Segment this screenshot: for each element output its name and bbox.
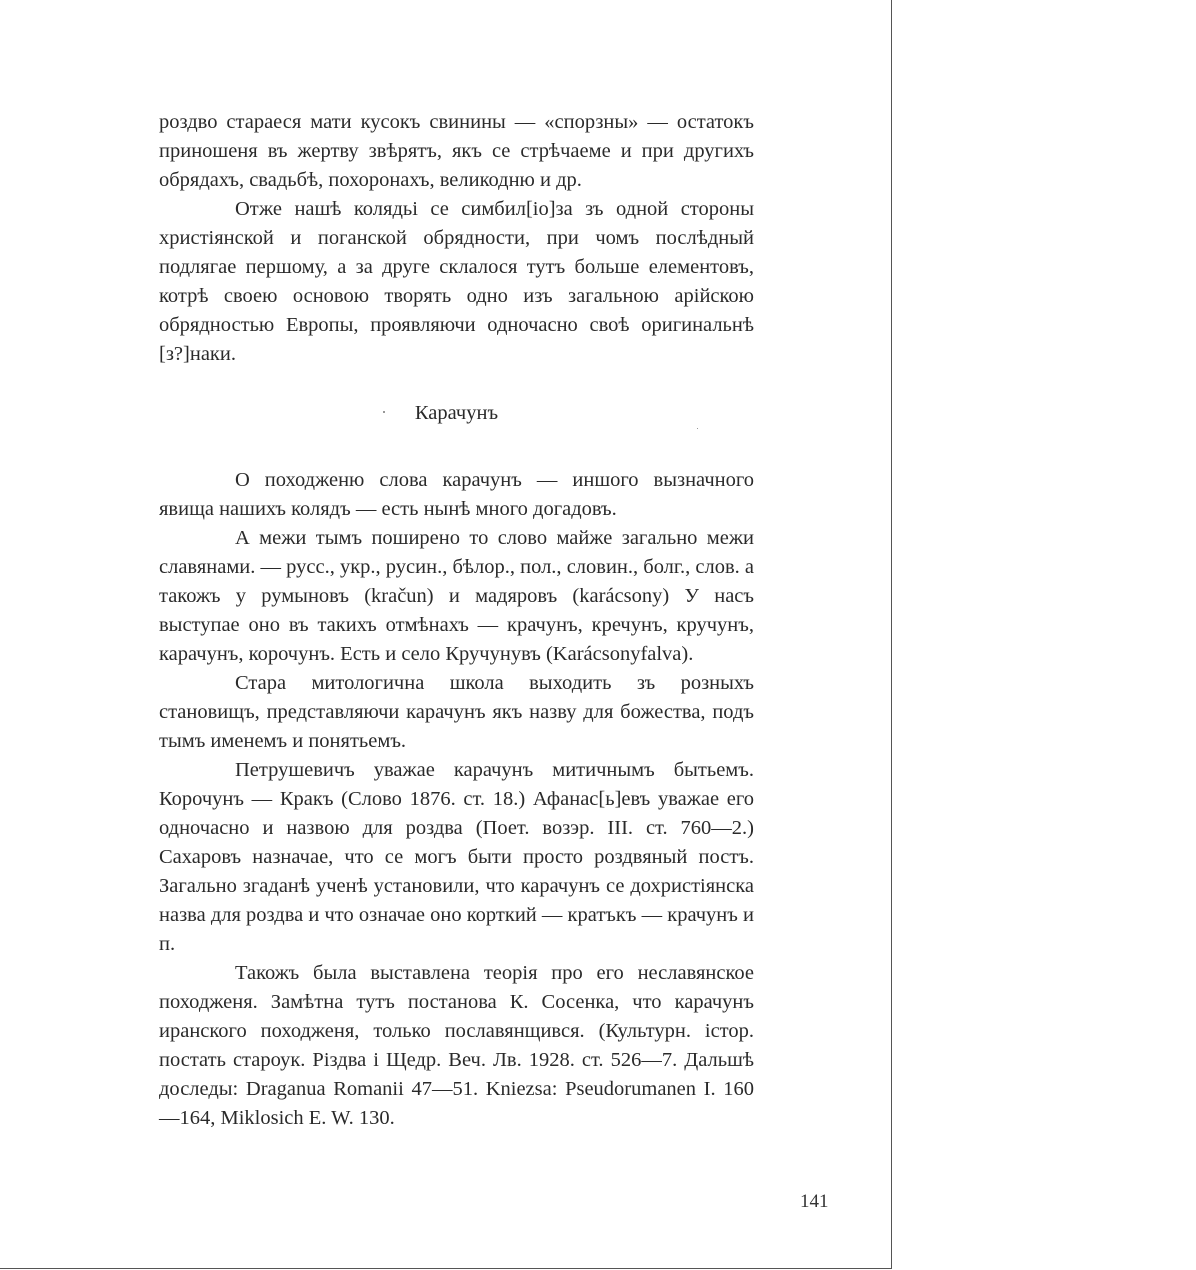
paragraph-7: Такожъ была выставлена теорія про его неславянское походженя. Замѣтна тутъ постанова К. Сосенка, что карачунъ иранского походженя, только пославянщився. (Культурн. істор. постать староук. Різдва і Щедр. Веч. Лв. 1928. ст. 526—7. Дальшѣ доследы: Draganua Romanii 47—51. Kniezsa: Pseudorumanen I. 160—164, Miklosich E. W. 130. <box>159 962 754 1129</box>
paragraph-2: Отже нашѣ колядьі се симбил[іо]за зъ одной стороны христіянской и поганской обрядности, при чомъ послѣдный подлягае першому, а за друге склалося тутъ больше елементовъ, котрѣ своею основою творять одно изъ загальною арійскою обрядностью Европы, проявляючи одночасно своѣ оригинальнѣ [з?]наки. <box>159 198 754 365</box>
paragraph-5: Стара митологична школа выходить зъ розныхъ становищъ, представляючи карачунъ якъ назву для божества, подъ тымъ именемъ и понятьемъ. <box>159 672 754 752</box>
scan-speck <box>697 428 698 429</box>
paragraph-4: А межи тымъ поширено то слово майже загально межи славянами. — русс., укр., русин., бѣлор., пол., словин., болг., слов. а такожъ у румыновъ (kračun) и мадяровъ (karácsony) У насъ выступае оно въ такихъ отмѣнахъ — крачунъ, кречунъ, кручунъ, карачунъ, корочунъ. Есть и село Кручунувъ (Karácsonyfalva). <box>159 527 754 665</box>
scan-speck <box>383 411 385 413</box>
paragraph-3: О походженю слова карачунъ — иншого вызначного явища нашихъ колядъ — есть нынѣ много догадовъ. <box>159 469 754 520</box>
page-number: 141 <box>800 1191 829 1212</box>
section-heading: Карачунъ <box>414 402 499 424</box>
page-body <box>159 108 754 1133</box>
paragraph-6: Петрушевичъ уважае карачунъ митичнымъ бытьемъ. Корочунъ — Кракъ (Слово 1876. ст. 18.) Афанас[ь]евъ уважае его одночасно и назвою для роздва (Поет. возэр. ІІІ. ст. 760—2.) Сахаровъ назначае, что се могъ быти просто роздвяный постъ. Загально згаданѣ ученѣ установили, что карачунъ се дохристіянска назва для роздва и что означае оно корткий — кратъкъ — крачунъ и п. <box>159 759 754 955</box>
paragraph-1: роздво стараеся мати кусокъ свинины — «спорзны» — остатокъ приношеня въ жертву звѣрятъ, якъ се стрѣчаеме и при другихъ обрядахъ, свадьбѣ, похоронахъ, великодню и др. <box>159 111 754 191</box>
